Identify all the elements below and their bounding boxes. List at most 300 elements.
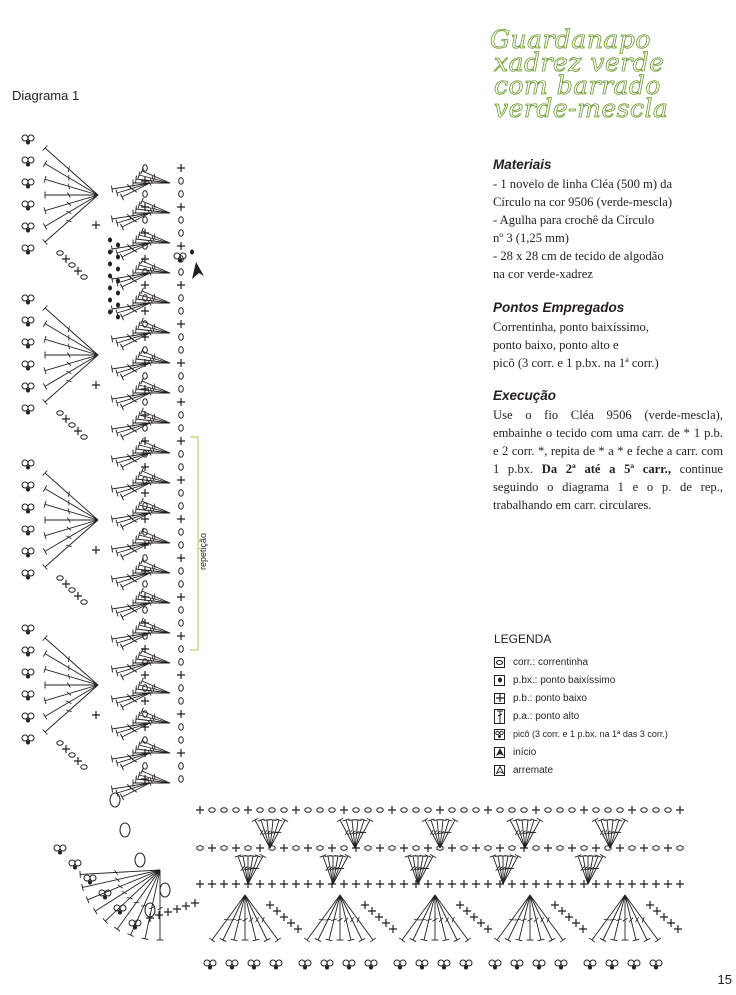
chain-stitch bbox=[629, 846, 635, 851]
single-crochet bbox=[232, 880, 240, 888]
treble-bar bbox=[154, 534, 155, 540]
single-crochet bbox=[74, 427, 82, 435]
chain-stitch bbox=[179, 724, 184, 730]
picot-loop bbox=[28, 361, 34, 367]
treble-top bbox=[120, 314, 123, 320]
picot-loop bbox=[305, 960, 311, 966]
picot-loop bbox=[22, 460, 28, 466]
treble-top bbox=[111, 216, 112, 223]
slip-stitch bbox=[116, 243, 120, 248]
single-crochet bbox=[62, 415, 70, 423]
treble-top bbox=[410, 938, 416, 941]
treble-top bbox=[120, 254, 123, 260]
treble-bar bbox=[154, 744, 155, 750]
chain-stitch bbox=[179, 685, 184, 691]
treble-top bbox=[337, 818, 343, 821]
treble-bar bbox=[547, 917, 549, 922]
picot-dot bbox=[26, 389, 30, 393]
picot-loop bbox=[517, 960, 523, 966]
legend-label: picô (3 corr. e 1 p.bx. na 1ª das 3 corr.) bbox=[513, 729, 668, 739]
treble-top bbox=[136, 656, 137, 663]
picot-dot bbox=[559, 966, 563, 970]
single-crochet bbox=[177, 320, 185, 328]
chain-stitch bbox=[305, 808, 311, 813]
treble-stitch bbox=[83, 870, 160, 887]
treble-bar bbox=[154, 444, 155, 450]
chain-stitch bbox=[665, 808, 671, 813]
treble-top bbox=[136, 266, 137, 273]
treble-stitch bbox=[238, 856, 248, 884]
treble-bar bbox=[224, 919, 230, 920]
chain-stitch bbox=[365, 808, 371, 813]
treble-top bbox=[93, 908, 97, 914]
picot-loop bbox=[533, 960, 539, 966]
picot-loop bbox=[22, 245, 28, 251]
picot-loop bbox=[22, 317, 28, 323]
single-crochet bbox=[580, 806, 588, 814]
chain-stitch bbox=[179, 230, 184, 236]
picot-dot bbox=[73, 866, 77, 870]
chain-stitch bbox=[179, 334, 184, 340]
picot-loop bbox=[204, 960, 210, 966]
single-crochet bbox=[477, 919, 485, 927]
picot-loop bbox=[28, 157, 34, 163]
picot-loop bbox=[634, 960, 640, 966]
picot-dot bbox=[515, 966, 519, 970]
chain-stitch bbox=[377, 808, 383, 813]
single-crochet bbox=[182, 902, 190, 910]
legend-label: p.b.: ponto baixo bbox=[513, 692, 587, 704]
picot-dot bbox=[230, 966, 234, 970]
treble-top bbox=[120, 434, 123, 440]
treble-top bbox=[111, 606, 112, 613]
treble-stitch bbox=[603, 895, 625, 940]
chain-stitch bbox=[179, 620, 184, 626]
picot-dot bbox=[118, 911, 122, 915]
single-crochet bbox=[667, 919, 675, 927]
treble-stitch bbox=[45, 504, 98, 520]
chain-stitch bbox=[143, 191, 148, 197]
legend-item bbox=[494, 725, 734, 743]
single-crochet bbox=[660, 913, 668, 921]
single-crochet bbox=[177, 476, 185, 484]
single-crochet bbox=[376, 880, 384, 888]
picot-loop bbox=[28, 317, 34, 323]
single-crochet bbox=[328, 844, 336, 852]
treble-bar bbox=[154, 294, 155, 300]
chain-stitch bbox=[179, 698, 184, 704]
picot-dot bbox=[493, 966, 497, 970]
treble-top bbox=[120, 374, 123, 380]
picot-dot bbox=[632, 966, 636, 970]
treble-top bbox=[136, 296, 137, 303]
treble-stitch bbox=[625, 895, 658, 940]
single-crochet bbox=[177, 554, 185, 562]
treble-top bbox=[136, 416, 137, 423]
single-crochet bbox=[177, 359, 185, 367]
single-crochet bbox=[400, 844, 408, 852]
picot-loop bbox=[561, 960, 567, 966]
treble-top bbox=[465, 938, 471, 942]
treble-top bbox=[349, 820, 356, 821]
single-crochet bbox=[472, 880, 480, 888]
chain-stitch bbox=[57, 251, 63, 256]
single-crochet bbox=[340, 806, 348, 814]
treble-bar bbox=[154, 594, 155, 600]
chain-stitch bbox=[143, 217, 148, 223]
materials-line: Círculo na cor 9506 (verde-mescla) bbox=[493, 195, 673, 209]
picot-loop bbox=[539, 960, 545, 966]
treble-top bbox=[43, 651, 47, 657]
single-crochet bbox=[340, 880, 348, 888]
picot-dot bbox=[252, 966, 256, 970]
execution-text bbox=[493, 406, 723, 514]
treble-top bbox=[136, 596, 137, 603]
chain-stitch bbox=[179, 542, 184, 548]
single-crochet bbox=[382, 919, 390, 927]
slip-stitch bbox=[116, 315, 120, 320]
treble-stitch bbox=[45, 669, 98, 685]
single-crochet bbox=[532, 806, 540, 814]
treble-bar bbox=[66, 545, 72, 547]
treble-top bbox=[136, 236, 137, 243]
chain-stitch bbox=[521, 808, 527, 813]
treble-top bbox=[252, 818, 258, 821]
picot-dot bbox=[398, 966, 402, 970]
treble-top bbox=[43, 161, 47, 167]
chain-stitch bbox=[497, 808, 503, 813]
treble-top bbox=[519, 820, 526, 821]
single-crochet bbox=[448, 844, 456, 852]
pattern-title bbox=[490, 25, 730, 123]
dot-icon bbox=[494, 675, 505, 686]
chain-stitch bbox=[389, 846, 395, 851]
treble-top bbox=[111, 756, 112, 763]
circle-icon bbox=[494, 657, 505, 668]
title-line: Guardanapo bbox=[490, 25, 651, 54]
arrow-up-outline-icon bbox=[494, 765, 505, 776]
materials-heading: Materiais bbox=[493, 157, 552, 172]
picot-loop bbox=[28, 383, 34, 389]
picot-dot bbox=[26, 301, 30, 305]
single-crochet bbox=[92, 381, 100, 389]
treble-bar bbox=[154, 354, 155, 360]
materials-line: na cor verde-xadrez bbox=[493, 267, 593, 281]
picot-dot bbox=[26, 229, 30, 233]
picot-loop bbox=[590, 960, 596, 966]
treble-bar bbox=[357, 917, 359, 922]
single-crochet bbox=[388, 880, 396, 888]
treble-stitch bbox=[45, 355, 98, 371]
chain-stitch bbox=[179, 425, 184, 431]
picot-dot bbox=[26, 653, 30, 657]
legend-label: p.bx.: ponto baixíssimo bbox=[513, 674, 616, 686]
treble-top bbox=[136, 506, 137, 513]
picot-loop bbox=[555, 960, 561, 966]
single-crochet bbox=[177, 242, 185, 250]
treble-top bbox=[120, 524, 123, 530]
single-crochet bbox=[592, 880, 600, 888]
picot-loop bbox=[22, 201, 28, 207]
treble-top bbox=[610, 820, 617, 821]
chain-stitch bbox=[365, 846, 371, 851]
treble-stitch bbox=[223, 895, 245, 940]
slip-stitch bbox=[108, 310, 112, 315]
single-crochet bbox=[558, 907, 566, 915]
treble-top bbox=[136, 356, 137, 363]
treble-stitch bbox=[45, 324, 98, 355]
execution-text-end: continue seguindo o diagrama 1 e o p. de rep., trabalhando em carr. circulares. bbox=[493, 462, 723, 512]
chain-stitch bbox=[509, 808, 515, 813]
legend-label: arremate bbox=[513, 764, 554, 776]
legend-item bbox=[494, 707, 734, 725]
start-arrow bbox=[192, 262, 204, 279]
single-crochet bbox=[376, 844, 384, 852]
treble-stitch bbox=[588, 856, 598, 884]
picot-dot bbox=[26, 631, 30, 635]
single-crochet bbox=[375, 913, 383, 921]
single-crochet bbox=[604, 880, 612, 888]
treble-bar bbox=[154, 564, 155, 570]
treble-top bbox=[315, 938, 321, 941]
picot-loop bbox=[270, 960, 276, 966]
treble-top bbox=[440, 820, 447, 821]
treble-top bbox=[136, 326, 137, 333]
chain-stitch bbox=[179, 568, 184, 574]
treble-top bbox=[43, 321, 47, 327]
single-crochet bbox=[364, 880, 372, 888]
single-crochet bbox=[304, 880, 312, 888]
chain-stitch bbox=[179, 295, 184, 301]
legend-label: início bbox=[513, 746, 537, 758]
treble-top bbox=[525, 820, 532, 821]
treble-top bbox=[120, 224, 123, 230]
treble-bar bbox=[68, 166, 69, 172]
picot-loop bbox=[22, 135, 28, 141]
chain-stitch bbox=[353, 808, 359, 813]
treble-top bbox=[270, 820, 277, 821]
single-crochet bbox=[244, 806, 252, 814]
treble-top bbox=[622, 818, 628, 821]
picot-loop bbox=[438, 960, 444, 966]
treble-stitch bbox=[45, 685, 98, 732]
treble-top bbox=[537, 818, 543, 821]
picot-loop bbox=[22, 482, 28, 488]
picot-loop bbox=[226, 960, 232, 966]
execution-section bbox=[493, 387, 723, 514]
single-crochet bbox=[62, 580, 70, 588]
single-crochet bbox=[256, 880, 264, 888]
picot-loop bbox=[90, 875, 96, 881]
treble-stitch bbox=[408, 856, 418, 884]
single-crochet bbox=[256, 844, 264, 852]
single-crochet bbox=[352, 880, 360, 888]
picot-loop bbox=[22, 570, 28, 576]
single-crochet bbox=[287, 919, 295, 927]
treble-stitch bbox=[578, 856, 588, 884]
single-crochet bbox=[436, 806, 444, 814]
single-crochet bbox=[361, 901, 369, 909]
treble-bar bbox=[154, 774, 155, 780]
treble-stitch bbox=[45, 654, 98, 685]
treble-stitch bbox=[45, 685, 98, 701]
picot-loop bbox=[22, 179, 28, 185]
treble-stitch bbox=[418, 856, 428, 884]
legend-label: corr.: correntinha bbox=[513, 656, 589, 668]
chain-stitch bbox=[653, 808, 659, 813]
treble-stitch bbox=[212, 895, 245, 940]
treble-bar bbox=[68, 326, 69, 332]
execution-text-start: Use o fio Cléa 9506 (verde-mescla), embainhe o tecido com uma carr. de * 1 p.b. e 2 corr. *, repita de * a * e feche a carr. com 1 p.bx. bbox=[493, 408, 723, 476]
treble-top bbox=[120, 794, 123, 800]
treble-top bbox=[422, 818, 428, 821]
chain-stitch bbox=[341, 846, 347, 851]
treble-top bbox=[136, 206, 137, 213]
treble-top bbox=[589, 938, 595, 942]
single-crochet bbox=[472, 844, 480, 852]
execution-heading: Execução bbox=[493, 388, 557, 403]
single-crochet bbox=[388, 806, 396, 814]
chain-stitch bbox=[197, 846, 203, 851]
picot-dot bbox=[26, 510, 30, 514]
picot-dot bbox=[26, 163, 30, 167]
chain-stitch bbox=[233, 808, 239, 813]
treble-stitch bbox=[105, 870, 160, 921]
treble-stitch bbox=[413, 895, 435, 940]
slip-stitch bbox=[190, 250, 194, 255]
single-crochet bbox=[220, 880, 228, 888]
single-crochet bbox=[177, 281, 185, 289]
treble-bar bbox=[118, 885, 123, 888]
picot-loop bbox=[22, 383, 28, 389]
treble-top bbox=[111, 726, 112, 733]
treble-top bbox=[644, 938, 650, 941]
single-crochet bbox=[74, 267, 82, 275]
chain-stitch bbox=[557, 808, 563, 813]
picot-dot bbox=[588, 966, 592, 970]
chain-stitch bbox=[257, 808, 263, 813]
treble-stitch bbox=[45, 520, 98, 567]
single-crochet bbox=[177, 710, 185, 718]
picot-dot bbox=[26, 554, 30, 558]
single-crochet bbox=[177, 671, 185, 679]
materials-line: - 28 x 28 cm de tecido de algodão bbox=[493, 249, 664, 263]
treble-top bbox=[136, 446, 137, 453]
treble-top bbox=[111, 786, 112, 793]
treble-top bbox=[43, 548, 47, 554]
single-crochet bbox=[164, 908, 172, 916]
chain-stitch bbox=[179, 763, 184, 769]
treble-top bbox=[43, 713, 47, 719]
single-crochet bbox=[460, 880, 468, 888]
picot-dot bbox=[26, 141, 30, 145]
picot-dot bbox=[133, 926, 137, 930]
single-crochet bbox=[177, 749, 185, 757]
single-crochet bbox=[556, 880, 564, 888]
picot-dot bbox=[26, 411, 30, 415]
single-crochet bbox=[484, 806, 492, 814]
picot-loop bbox=[28, 669, 34, 675]
picot-dot bbox=[325, 966, 329, 970]
treble-top bbox=[505, 938, 511, 941]
picot-loop bbox=[444, 960, 450, 966]
treble-top bbox=[136, 536, 137, 543]
treble-stitch bbox=[45, 520, 98, 536]
title-line: com barrado bbox=[494, 71, 661, 100]
single-crochet bbox=[592, 844, 600, 852]
single-crochet bbox=[579, 925, 587, 933]
picot-loop bbox=[343, 960, 349, 966]
chain-stitch bbox=[179, 347, 184, 353]
treble-bar bbox=[604, 919, 610, 920]
diagram-label: Diagrama 1 bbox=[12, 88, 80, 103]
chain-stitch bbox=[449, 808, 455, 813]
single-crochet bbox=[568, 844, 576, 852]
chain-stitch bbox=[569, 808, 575, 813]
treble-bar bbox=[414, 919, 420, 920]
single-crochet bbox=[664, 844, 672, 852]
treble-stitch bbox=[45, 195, 98, 211]
chain-stitch bbox=[401, 808, 407, 813]
single-crochet bbox=[177, 632, 185, 640]
chain-stitch bbox=[485, 846, 491, 851]
chain-stitch bbox=[179, 178, 184, 184]
picot-loop bbox=[511, 960, 517, 966]
picot-loop bbox=[28, 339, 34, 345]
execution-text-bold: Da 2ª até a 5ª carr., bbox=[541, 462, 671, 476]
picot-loop bbox=[371, 960, 377, 966]
treble-top bbox=[111, 426, 112, 433]
treble-bar bbox=[66, 220, 72, 222]
single-crochet bbox=[280, 844, 288, 852]
title-line: verde-mescla bbox=[494, 94, 669, 123]
picot-loop bbox=[22, 647, 28, 653]
treble-top bbox=[452, 818, 458, 821]
picot-dot bbox=[26, 488, 30, 492]
single-crochet bbox=[616, 844, 624, 852]
treble-bar bbox=[154, 414, 155, 420]
treble-top bbox=[111, 366, 112, 373]
picot-loop bbox=[28, 548, 34, 554]
single-crochet bbox=[280, 880, 288, 888]
treble-top bbox=[136, 686, 137, 693]
single-crochet bbox=[266, 901, 274, 909]
picot-loop bbox=[349, 960, 355, 966]
treble-bar bbox=[452, 917, 454, 922]
chain-stitch bbox=[57, 411, 63, 416]
treble-stitch bbox=[45, 195, 98, 242]
single-crochet bbox=[74, 757, 82, 765]
treble-top bbox=[136, 386, 137, 393]
picot-loop bbox=[22, 339, 28, 345]
treble-stitch bbox=[435, 895, 468, 940]
chain-stitch bbox=[179, 490, 184, 496]
treble-bar bbox=[66, 710, 72, 712]
treble-stitch bbox=[402, 895, 435, 940]
treble-stitch bbox=[45, 339, 98, 355]
treble-top bbox=[111, 636, 112, 643]
single-crochet bbox=[74, 592, 82, 600]
treble-top bbox=[136, 476, 137, 483]
chain-stitch bbox=[653, 846, 659, 851]
treble-top bbox=[304, 938, 310, 942]
treble-top bbox=[111, 546, 112, 553]
legend-item bbox=[494, 689, 734, 707]
chain-stitch bbox=[413, 846, 419, 851]
single-crochet bbox=[628, 806, 636, 814]
treble-stitch bbox=[45, 473, 98, 520]
treble-top bbox=[43, 486, 47, 492]
